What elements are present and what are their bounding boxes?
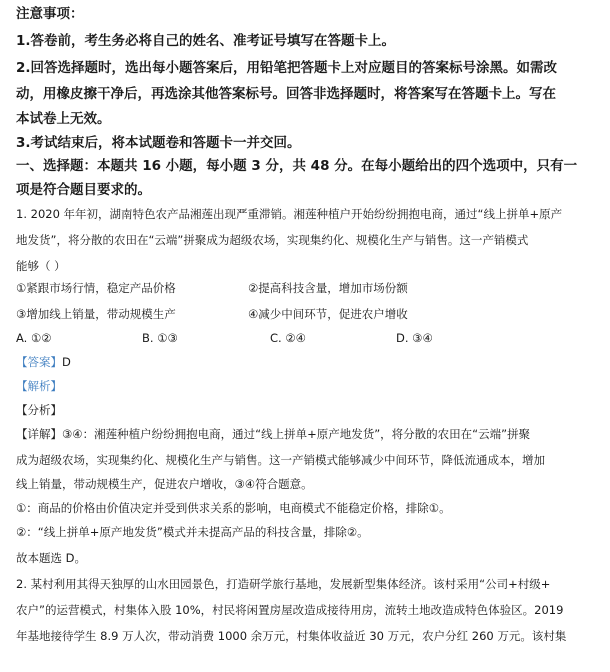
answer-value: D bbox=[62, 355, 71, 369]
q1-explanation-2: ②：“线上拼单+原产地发货”模式并未提高产品的科技含量，排除②。 bbox=[16, 525, 369, 539]
q1-conclusion: 故本题选 D。 bbox=[16, 551, 87, 565]
notice-item-2-line-3: 本试卷上无效。 bbox=[16, 111, 111, 127]
q1-statement-1: ①紧跟市场行情，稳定产品价格 bbox=[16, 281, 176, 295]
answer-tag: 【答案】 bbox=[16, 355, 62, 369]
q1-statement-3: ③增加线上销量，带动规模生产 bbox=[16, 307, 176, 321]
q1-detail-line-2: 成为超级农场，实现集约化、规模化生产与销售。这一产销模式能够减少中间环节，降低流通成本，增加 bbox=[16, 453, 545, 467]
notice-item-2-line-2: 动，用橡皮擦干净后，再选涂其他答案标号。回答非选择题时，将答案写在答题卡上。写在 bbox=[16, 86, 556, 102]
notice-item-3: 3.考试结束后，将本试题卷和答题卡一并交回。 bbox=[16, 135, 301, 151]
section-header-line-1: 一、选择题：本题共 16 小题，每小题 3 分，共 48 分。在每小题给出的四个选项中，只有一 bbox=[16, 158, 578, 174]
q2-stem-line-2: 农户”的运营模式，村集体入股 10%，村民将闲置房屋改造成接待用房，流转土地改造成特色体验区。2019 bbox=[16, 603, 564, 617]
notice-title: 注意事项： bbox=[16, 6, 84, 22]
q1-detail-line-3: 线上销量，带动规模生产，促进农户增收，③④符合题意。 bbox=[16, 477, 313, 491]
q1-stem-line-1: 1. 2020 年年初，湖南特色农产品湘莲出现严重滞销。湘莲种植户开始纷纷拥抱电商，通过“线上拼单+原产 bbox=[16, 207, 563, 221]
q1-statement-2: ②提高科技含量，增加市场份额 bbox=[248, 281, 408, 295]
q2-stem-line-3: 年基地接待学生 8.9 万人次，带动消费 1000 余万元，村集体收益近 30 万元，农户分红 260 万元。该村集 bbox=[16, 629, 567, 643]
q1-option-d: D. ③④ bbox=[396, 331, 433, 345]
q1-option-a: A. ①② bbox=[16, 331, 52, 345]
q1-option-b: B. ①③ bbox=[142, 331, 178, 345]
q1-analysis-tag: 【解析】 bbox=[16, 379, 62, 393]
q1-detail-line-1: 【详解】③④：湘莲种植户纷纷拥抱电商，通过“线上拼单+原产地发货”，将分散的农田在“云端”拼聚 bbox=[16, 427, 531, 441]
q2-stem-line-1: 2. 某村利用其得天独厚的山水田园景色，打造研学旅行基地，发展新型集体经济。该村采用“公司+村级+ bbox=[16, 577, 551, 591]
detail-tag: 【详解】 bbox=[16, 427, 62, 441]
q1-fenxi-tag: 【分析】 bbox=[16, 403, 62, 417]
q1-stem-line-3: 能够（ ） bbox=[16, 259, 66, 273]
notice-item-1: 1.答卷前，考生务必将自己的姓名、准考证号填写在答题卡上。 bbox=[16, 33, 396, 49]
q1-option-c: C. ②④ bbox=[270, 331, 306, 345]
q1-statement-4: ④减少中间环节，促进农户增收 bbox=[248, 307, 408, 321]
notice-item-2-line-1: 2.回答选择题时，选出每小题答案后，用铅笔把答题卡上对应题目的答案标号涂黑。如需改 bbox=[16, 60, 558, 76]
q1-stem-line-2: 地发货”，将分散的农田在“云端”拼聚成为超级农场，实现集约化、规模化生产与销售。这一产销模式 bbox=[16, 233, 529, 247]
section-header-line-2: 项是符合题目要求的。 bbox=[16, 182, 151, 198]
q1-answer bbox=[16, 354, 71, 370]
q1-explanation-1: ①：商品的价格由价值决定并受到供求关系的影响，电商模式不能稳定价格，排除①。 bbox=[16, 501, 451, 515]
